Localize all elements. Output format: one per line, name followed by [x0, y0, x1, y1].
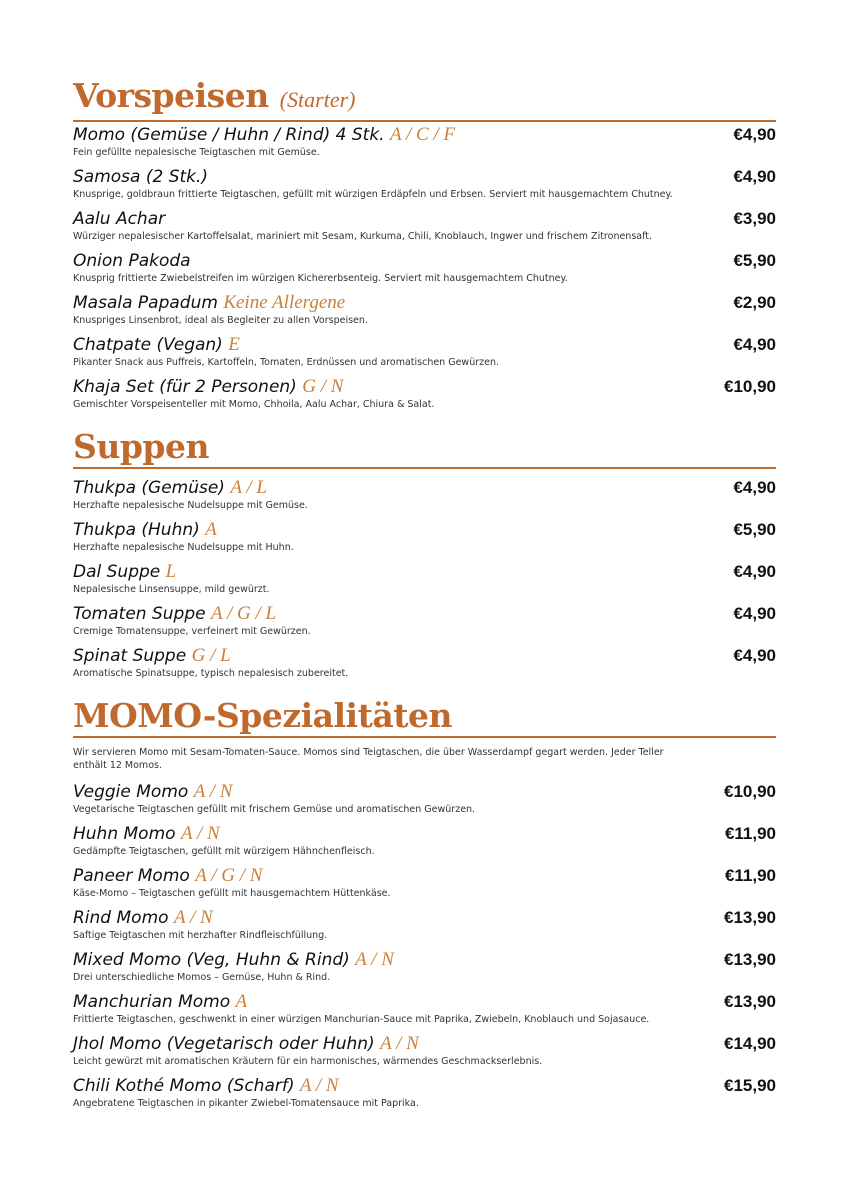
- item-price: €14,90: [724, 1034, 776, 1053]
- menu-item: [73, 645, 776, 685]
- item-price: €3,90: [733, 209, 776, 228]
- menu-item: [73, 823, 776, 863]
- item-description: Knusprige, goldbraun frittierte Teigtaschen, gefüllt mit würzigen Erdäpfeln und Erbsen. Serviert mit hausgemachtem Chutney.: [73, 189, 673, 200]
- item-description: Nepalesische Linsensuppe, mild gewürzt.: [73, 584, 270, 595]
- item-description: Herzhafte nepalesische Nudelsuppe mit Huhn.: [73, 542, 294, 553]
- item-description: Aromatische Spinatsuppe, typisch nepalesisch zubereitet.: [73, 668, 349, 679]
- item-allergens: A / N: [180, 823, 220, 844]
- item-price: €4,90: [733, 125, 776, 144]
- item-name: Huhn Momo A / N: [73, 823, 220, 844]
- item-allergens: G / L: [191, 645, 231, 666]
- item-name: Aalu Achar: [73, 209, 166, 229]
- item-name: Onion Pakoda: [73, 251, 191, 271]
- item-description: Cremige Tomatensuppe, verfeinert mit Gewürzen.: [73, 626, 311, 637]
- intro-line: enthält 12 Momos.: [73, 760, 162, 771]
- item-name: Rind Momo A / N: [73, 907, 213, 928]
- item-price: €10,90: [724, 782, 776, 801]
- item-allergens: A / N: [193, 781, 233, 802]
- item-allergens: Keine Allergene: [223, 292, 346, 313]
- item-name: Momo (Gemüse / Huhn / Rind) 4 Stk. A / C / F: [73, 124, 456, 145]
- menu-item: [73, 166, 776, 206]
- item-price: €4,90: [733, 646, 776, 665]
- item-price: €4,90: [733, 604, 776, 623]
- item-description: Pikanter Snack aus Puffreis, Kartoffeln, Tomaten, Erdnüssen und aromatischen Gewürzen.: [73, 357, 499, 368]
- menu-item: [73, 1033, 776, 1073]
- item-description: Herzhafte nepalesische Nudelsuppe mit Gemüse.: [73, 500, 308, 511]
- item-allergens: A / G / N: [195, 865, 263, 886]
- section-header-vorspeisen: [73, 76, 776, 122]
- item-description: Leicht gewürzt mit aromatischen Kräutern für ein harmonisches, wärmendes Geschmackserlebnis.: [73, 1056, 543, 1067]
- menu-item: [73, 781, 776, 821]
- item-price: €11,90: [724, 866, 776, 885]
- item-price: €10,90: [724, 377, 776, 396]
- item-description: Knuspriges Linsenbrot, ideal als Begleiter zu allen Vorspeisen.: [73, 315, 368, 326]
- intro-line: Wir servieren Momo mit Sesam-Tomaten-Sauce. Momos sind Teigtaschen, die über Wasserdampf gegart werden. Jeder Teller: [73, 747, 664, 758]
- item-name: Thukpa (Huhn) A: [73, 519, 217, 540]
- section-header-momo: [73, 696, 776, 738]
- item-name: Dal Suppe L: [73, 561, 177, 582]
- item-allergens: A / C / F: [390, 124, 456, 145]
- menu-item: [73, 865, 776, 905]
- menu-item: [73, 250, 776, 290]
- item-allergens: A / G / L: [210, 603, 277, 624]
- menu-item: [73, 907, 776, 947]
- item-name: Masala Papadum Keine Allergene: [73, 292, 346, 313]
- section-title: MOMO-Spezialitäten: [73, 696, 452, 735]
- item-name: Jhol Momo (Vegetarisch oder Huhn) A / N: [73, 1033, 419, 1054]
- item-price: €2,90: [733, 293, 776, 312]
- item-allergens: A / N: [380, 1033, 419, 1054]
- menu-item: [73, 603, 776, 643]
- menu-item: [73, 376, 776, 416]
- item-price: €5,90: [733, 520, 776, 539]
- item-name: Khaja Set (für 2 Personen) G / N: [73, 376, 344, 397]
- menu-item: [73, 949, 776, 989]
- menu-item: [73, 519, 776, 559]
- section-subtitle: (Starter): [279, 87, 356, 112]
- item-description: Knusprig frittierte Zwiebelstreifen im würzigen Kichererbsenteig. Serviert mit hausgemachtem Chutney.: [73, 273, 568, 284]
- item-price: €11,90: [724, 824, 776, 843]
- item-price: €15,90: [724, 1076, 776, 1095]
- item-allergens: A / L: [230, 477, 267, 498]
- item-description: Saftige Teigtaschen mit herzhafter Rindfleischfüllung.: [73, 930, 328, 941]
- item-description: Fein gefüllte nepalesische Teigtaschen mit Gemüse.: [73, 147, 320, 158]
- menu-item: [73, 292, 776, 332]
- item-price: €13,90: [724, 992, 776, 1011]
- section-title: Suppen: [73, 427, 209, 466]
- item-description: Gemischter Vorspeisenteller mit Momo, Chhoila, Aalu Achar, Chiura & Salat.: [73, 399, 435, 410]
- item-allergens: A / N: [355, 949, 394, 970]
- item-allergens: E: [228, 334, 240, 355]
- item-name: Chili Kothé Momo (Scharf) A / N: [73, 1075, 339, 1096]
- item-allergens: A / N: [173, 907, 213, 928]
- item-name: Manchurian Momo A: [73, 991, 248, 1012]
- item-name: Paneer Momo A / G / N: [73, 865, 263, 886]
- item-allergens: L: [165, 561, 177, 582]
- item-name: Tomaten Suppe A / G / L: [73, 603, 277, 624]
- item-name: Spinat Suppe G / L: [73, 645, 231, 666]
- item-allergens: A / N: [299, 1075, 339, 1096]
- item-name: Veggie Momo A / N: [73, 781, 233, 802]
- item-allergens: A: [205, 519, 217, 540]
- menu-item: [73, 477, 776, 517]
- section-title: Vorspeisen (Starter): [73, 76, 356, 115]
- item-name: Samosa (2 Stk.): [73, 167, 209, 187]
- item-description: Gedämpfte Teigtaschen, gefüllt mit würzigem Hähnchenfleisch.: [73, 846, 375, 857]
- menu-item: [73, 991, 776, 1031]
- item-name: Chatpate (Vegan) E: [73, 334, 240, 355]
- menu-item: [73, 208, 776, 248]
- item-price: €4,90: [733, 478, 776, 497]
- item-price: €13,90: [724, 908, 776, 927]
- menu-item: [73, 1075, 776, 1115]
- menu-item: [73, 334, 776, 374]
- item-price: €4,90: [733, 562, 776, 581]
- item-price: €4,90: [733, 167, 776, 186]
- item-name: Mixed Momo (Veg, Huhn & Rind) A / N: [73, 949, 394, 970]
- menu-item: [73, 124, 776, 164]
- item-description: Drei unterschiedliche Momos – Gemüse, Huhn & Rind.: [73, 972, 331, 983]
- item-price: €13,90: [724, 950, 776, 969]
- item-allergens: A: [235, 991, 248, 1012]
- item-description: Vegetarische Teigtaschen gefüllt mit frischem Gemüse und aromatischen Gewürzen.: [73, 804, 476, 815]
- section-header-suppen: [73, 427, 776, 469]
- item-description: Angebratene Teigtaschen in pikanter Zwiebel-Tomatensauce mit Paprika.: [73, 1098, 419, 1109]
- item-name: Thukpa (Gemüse) A / L: [73, 477, 267, 498]
- item-description: Frittierte Teigtaschen, geschwenkt in einer würzigen Manchurian-Sauce mit Paprika, Zwiebeln, Knoblauch und Sojasauce.: [73, 1014, 650, 1025]
- item-description: Käse-Momo – Teigtaschen gefüllt mit hausgemachtem Hüttenkäse.: [73, 888, 391, 899]
- menu-item: [73, 561, 776, 601]
- item-price: €5,90: [733, 251, 776, 270]
- item-allergens: G / N: [302, 376, 344, 397]
- section-intro: [73, 746, 776, 772]
- item-price: €4,90: [733, 335, 776, 354]
- item-description: Würziger nepalesischer Kartoffelsalat, mariniert mit Sesam, Kurkuma, Chili, Knoblauch, Ingwer und frischem Zitronensaft.: [73, 231, 653, 242]
